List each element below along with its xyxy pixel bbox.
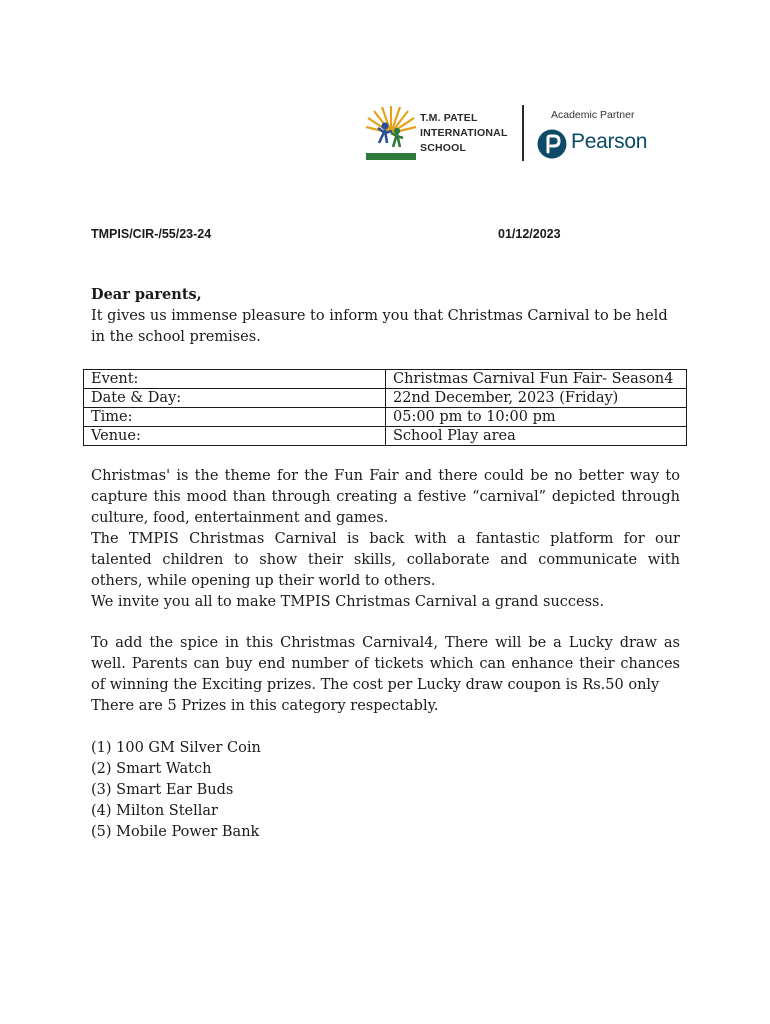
list-item: (2) Smart Watch — [91, 761, 212, 777]
list-item: (1) 100 GM Silver Coin — [91, 740, 261, 756]
circular-date: 01/12/2023 — [498, 227, 561, 241]
carnival-description — [91, 466, 680, 613]
partner-label: Academic Partner — [551, 109, 635, 121]
school-name: T.M. PATEL INTERNATIONAL SCHOOL — [420, 112, 508, 154]
paragraph: The TMPIS Christmas Carnival is back with a fantastic platform for our talented children to show their skills, collaborate and communicate with others, while opening up their world to others. — [91, 531, 680, 589]
table-row — [84, 427, 687, 446]
detail-label: Time: — [84, 408, 386, 427]
table-row — [84, 389, 687, 408]
paragraph: There are 5 Prizes in this category respectably. — [91, 698, 439, 714]
list-item: (4) Milton Stellar — [91, 803, 218, 819]
letterhead — [365, 103, 665, 163]
detail-value: School Play area — [386, 427, 687, 446]
table-row — [84, 408, 687, 427]
lucky-draw-info — [91, 633, 680, 717]
header-divider — [522, 105, 524, 161]
paragraph: Christmas' is the theme for the Fun Fair and there could be no better way to capture this mood than through creating a festive “carnival” depicted through culture, food, entertainment and games. — [91, 468, 680, 526]
list-item: (3) Smart Ear Buds — [91, 782, 234, 798]
pearson-p-icon — [537, 129, 567, 159]
detail-value: 05:00 pm to 10:00 pm — [386, 408, 687, 427]
prize-list — [91, 738, 261, 843]
partner-name: Pearson — [571, 130, 648, 153]
paragraph: We invite you all to make TMPIS Christmas Carnival a grand success. — [91, 594, 605, 610]
detail-label: Venue: — [84, 427, 386, 446]
table-row — [84, 370, 687, 389]
greeting: Dear parents, — [91, 286, 202, 303]
detail-label: Date & Day: — [84, 389, 386, 408]
circular-ref: TMPIS/CIR-/55/23-24 — [91, 227, 212, 241]
detail-value: Christmas Carnival Fun Fair- Season4 — [386, 370, 687, 389]
paragraph: To add the spice in this Christmas Carnival4, There will be a Lucky draw as well. Parents can buy end number of tickets which can enhance their chances of winning the Exciting prizes. The cost per Lucky draw coupon is Rs.50 only — [91, 635, 680, 693]
school-crest-icon — [365, 103, 417, 161]
intro-paragraph: It gives us immense pleasure to inform you that Christmas Carnival to be held in the school premises. — [91, 308, 668, 345]
detail-label: Event: — [84, 370, 386, 389]
list-item: (5) Mobile Power Bank — [91, 824, 260, 840]
event-details-table — [83, 369, 687, 446]
detail-value: 22nd December, 2023 (Friday) — [386, 389, 687, 408]
